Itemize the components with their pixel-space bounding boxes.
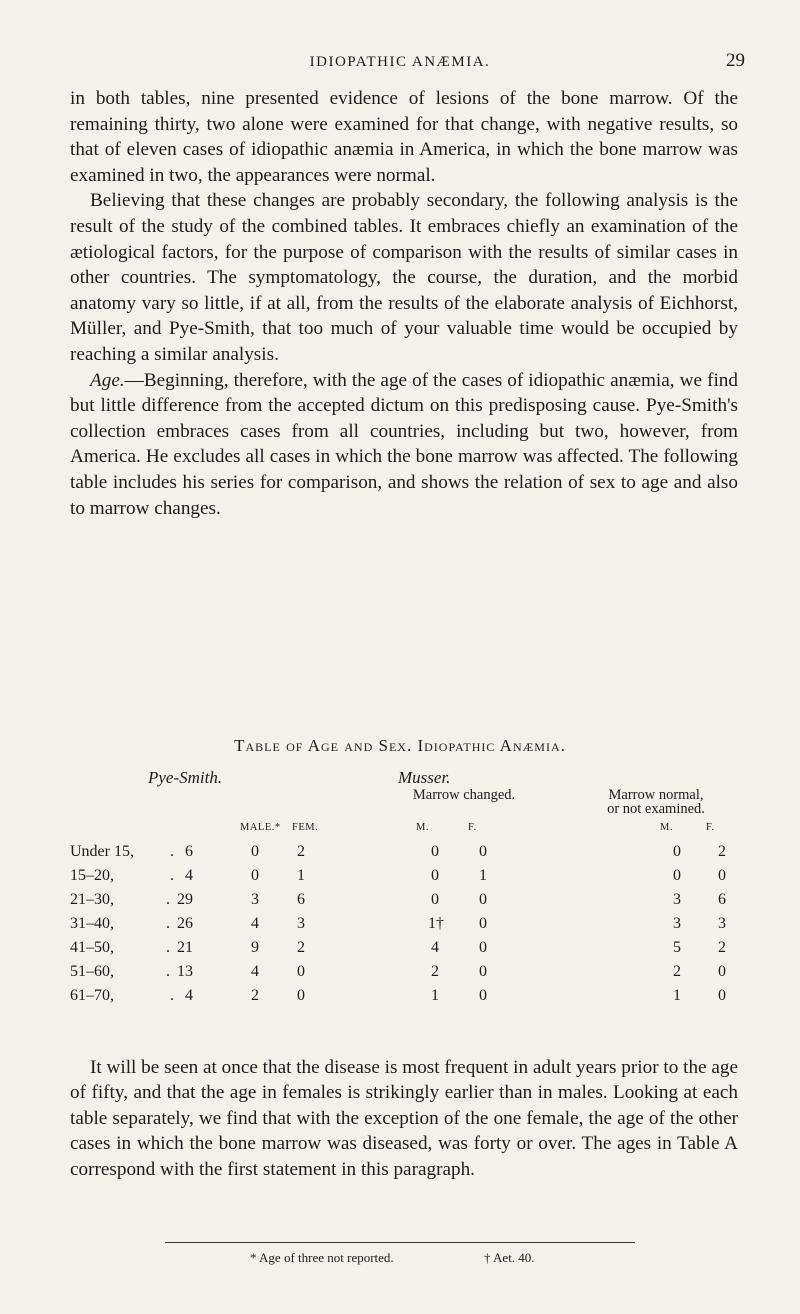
leader-dot: . <box>170 867 174 884</box>
cell-male: 3 <box>251 891 259 908</box>
subheader-marrow-changed: Marrow changed. <box>412 787 516 803</box>
subheader-marrow-normal-line1: Marrow normal, <box>608 787 704 803</box>
colhead-fem: FEM. <box>292 822 319 833</box>
cell-normal-m: 0 <box>673 843 681 860</box>
table-title: Table of Age and Sex. Idiopathic Anæmia. <box>234 736 566 755</box>
cell-pye-smith: 13 <box>177 963 193 980</box>
cell-changed-f: 0 <box>479 939 487 956</box>
cell-normal-m: 5 <box>673 939 681 956</box>
cell-fem: 0 <box>297 963 305 980</box>
age-heading: Age. <box>90 369 125 391</box>
cell-changed-m: 2 <box>431 963 439 980</box>
cell-pye-smith: 26 <box>177 915 193 932</box>
table-row <box>0 915 800 939</box>
leader-dot: . <box>166 963 170 980</box>
cell-changed-m: 1† <box>428 915 444 932</box>
colhead-m-normal: M. <box>660 822 673 833</box>
age-range: 15–20, <box>70 867 114 884</box>
colhead-f-normal: F. <box>706 822 715 833</box>
leader-dot: . <box>166 891 170 908</box>
age-range: 31–40, <box>70 915 114 932</box>
cell-normal-f: 2 <box>718 939 726 956</box>
cell-pye-smith: 4 <box>185 987 193 1004</box>
group-musser: Musser. <box>398 768 451 787</box>
cell-changed-f: 1 <box>479 867 487 884</box>
paragraph-bone-marrow: in both tables, nine presented evidence of lesions of the bone marrow. Of the remaining thirty, two alone were examined for that change, with negative results, so that of eleven cases of idiopathic anæmia in America, in which the bone marrow was examined in two, the appearances were normal. <box>70 88 738 186</box>
table-row <box>0 963 800 987</box>
cell-changed-m: 0 <box>431 843 439 860</box>
cell-fem: 1 <box>297 867 305 884</box>
paragraph-conclusion: It will be seen at once that the disease is most frequent in adult years prior to the age of fifty, and that the age in females is strikingly earlier than in males. Looking at each table separately, we find that with the exception of the one female, the age of the other cases in which the bone marrow was diseased, was forty or over. The ages in Table A correspond with the first statement in this paragraph. <box>70 1057 738 1180</box>
cell-changed-m: 0 <box>431 891 439 908</box>
subheader-marrow-normal <box>566 788 746 816</box>
cell-normal-m: 2 <box>673 963 681 980</box>
cell-normal-f: 0 <box>718 987 726 1004</box>
cell-normal-m: 1 <box>673 987 681 1004</box>
cell-male: 0 <box>251 867 259 884</box>
cell-changed-f: 0 <box>479 963 487 980</box>
age-text: —Beginning, therefore, with the age of the cases of idiopathic anæmia, we find but little difference from the accepted dictum on this predisposing cause. Pye-Smith's collection embraces cases from all countries, including but two, however, from America. He excludes all cases in which the bone marrow was affected. The following table includes his series for comparison, and shows the relation of sex to age and also to marrow changes. <box>70 369 738 519</box>
age-range: 21–30, <box>70 891 114 908</box>
cell-male: 4 <box>251 915 259 932</box>
age-range: 41–50, <box>70 939 114 956</box>
cell-changed-f: 0 <box>479 843 487 860</box>
cell-fem: 2 <box>297 939 305 956</box>
cell-pye-smith: 6 <box>185 843 193 860</box>
leader-dot: . <box>170 987 174 1004</box>
cell-changed-m: 4 <box>431 939 439 956</box>
cell-pye-smith: 29 <box>177 891 193 908</box>
footnote-dagger: † Aet. 40. <box>484 1250 535 1265</box>
subheader-marrow-normal-line2: or not examined. <box>607 801 705 817</box>
leader-dot: . <box>170 843 174 860</box>
cell-changed-m: 1 <box>431 987 439 1004</box>
cell-normal-f: 0 <box>718 867 726 884</box>
cell-fem: 6 <box>297 891 305 908</box>
cell-pye-smith: 21 <box>177 939 193 956</box>
table-row <box>0 891 800 915</box>
cell-normal-f: 3 <box>718 915 726 932</box>
footnote-star: * Age of three not reported. <box>250 1250 394 1265</box>
paragraph-age <box>70 368 738 522</box>
footnote-rule <box>165 1242 635 1243</box>
cell-normal-m: 3 <box>673 891 681 908</box>
cell-normal-m: 3 <box>673 915 681 932</box>
colhead-m-changed: M. <box>416 822 429 833</box>
leader-dot: . <box>166 939 170 956</box>
cell-changed-f: 0 <box>479 891 487 908</box>
cell-male: 0 <box>251 843 259 860</box>
table-row <box>0 843 800 867</box>
table-row <box>0 987 800 1011</box>
colhead-f-changed: F. <box>468 822 477 833</box>
cell-fem: 3 <box>297 915 305 932</box>
cell-normal-f: 6 <box>718 891 726 908</box>
table-row <box>0 939 800 963</box>
paragraph-analysis: Believing that these changes are probably secondary, the following analysis is the result of the study of the combined tables. It embraces chiefly an examination of the ætiological factors, for the purpose of comparison with the results of similar cases in other countries. The symptomatology, the course, the duration, and the morbid anatomy vary so little, if at all, from the results of the elaborate analysis of Eichhorst, Müller, and Pye-Smith, that too much of your valuable time would be occupied by reaching a similar analysis. <box>70 190 738 365</box>
cell-male: 4 <box>251 963 259 980</box>
cell-changed-f: 0 <box>479 915 487 932</box>
cell-changed-m: 0 <box>431 867 439 884</box>
group-pye-smith: Pye-Smith. <box>148 768 223 787</box>
cell-pye-smith: 4 <box>185 867 193 884</box>
cell-male: 9 <box>251 939 259 956</box>
body-text-top <box>70 86 738 521</box>
page-number: 29 <box>726 50 745 71</box>
cell-normal-m: 0 <box>673 867 681 884</box>
cell-normal-f: 0 <box>718 963 726 980</box>
cell-normal-f: 2 <box>718 843 726 860</box>
age-range: 61–70, <box>70 987 114 1004</box>
table-row <box>0 867 800 891</box>
age-range: Under 15, <box>70 843 134 860</box>
leader-dot: . <box>166 915 170 932</box>
cell-changed-f: 0 <box>479 987 487 1004</box>
cell-fem: 2 <box>297 843 305 860</box>
age-range: 51–60, <box>70 963 114 980</box>
cell-fem: 0 <box>297 987 305 1004</box>
colhead-male: MALE.* <box>240 822 281 833</box>
running-head: IDIOPATHIC ANÆMIA. <box>309 54 491 70</box>
cell-male: 2 <box>251 987 259 1004</box>
